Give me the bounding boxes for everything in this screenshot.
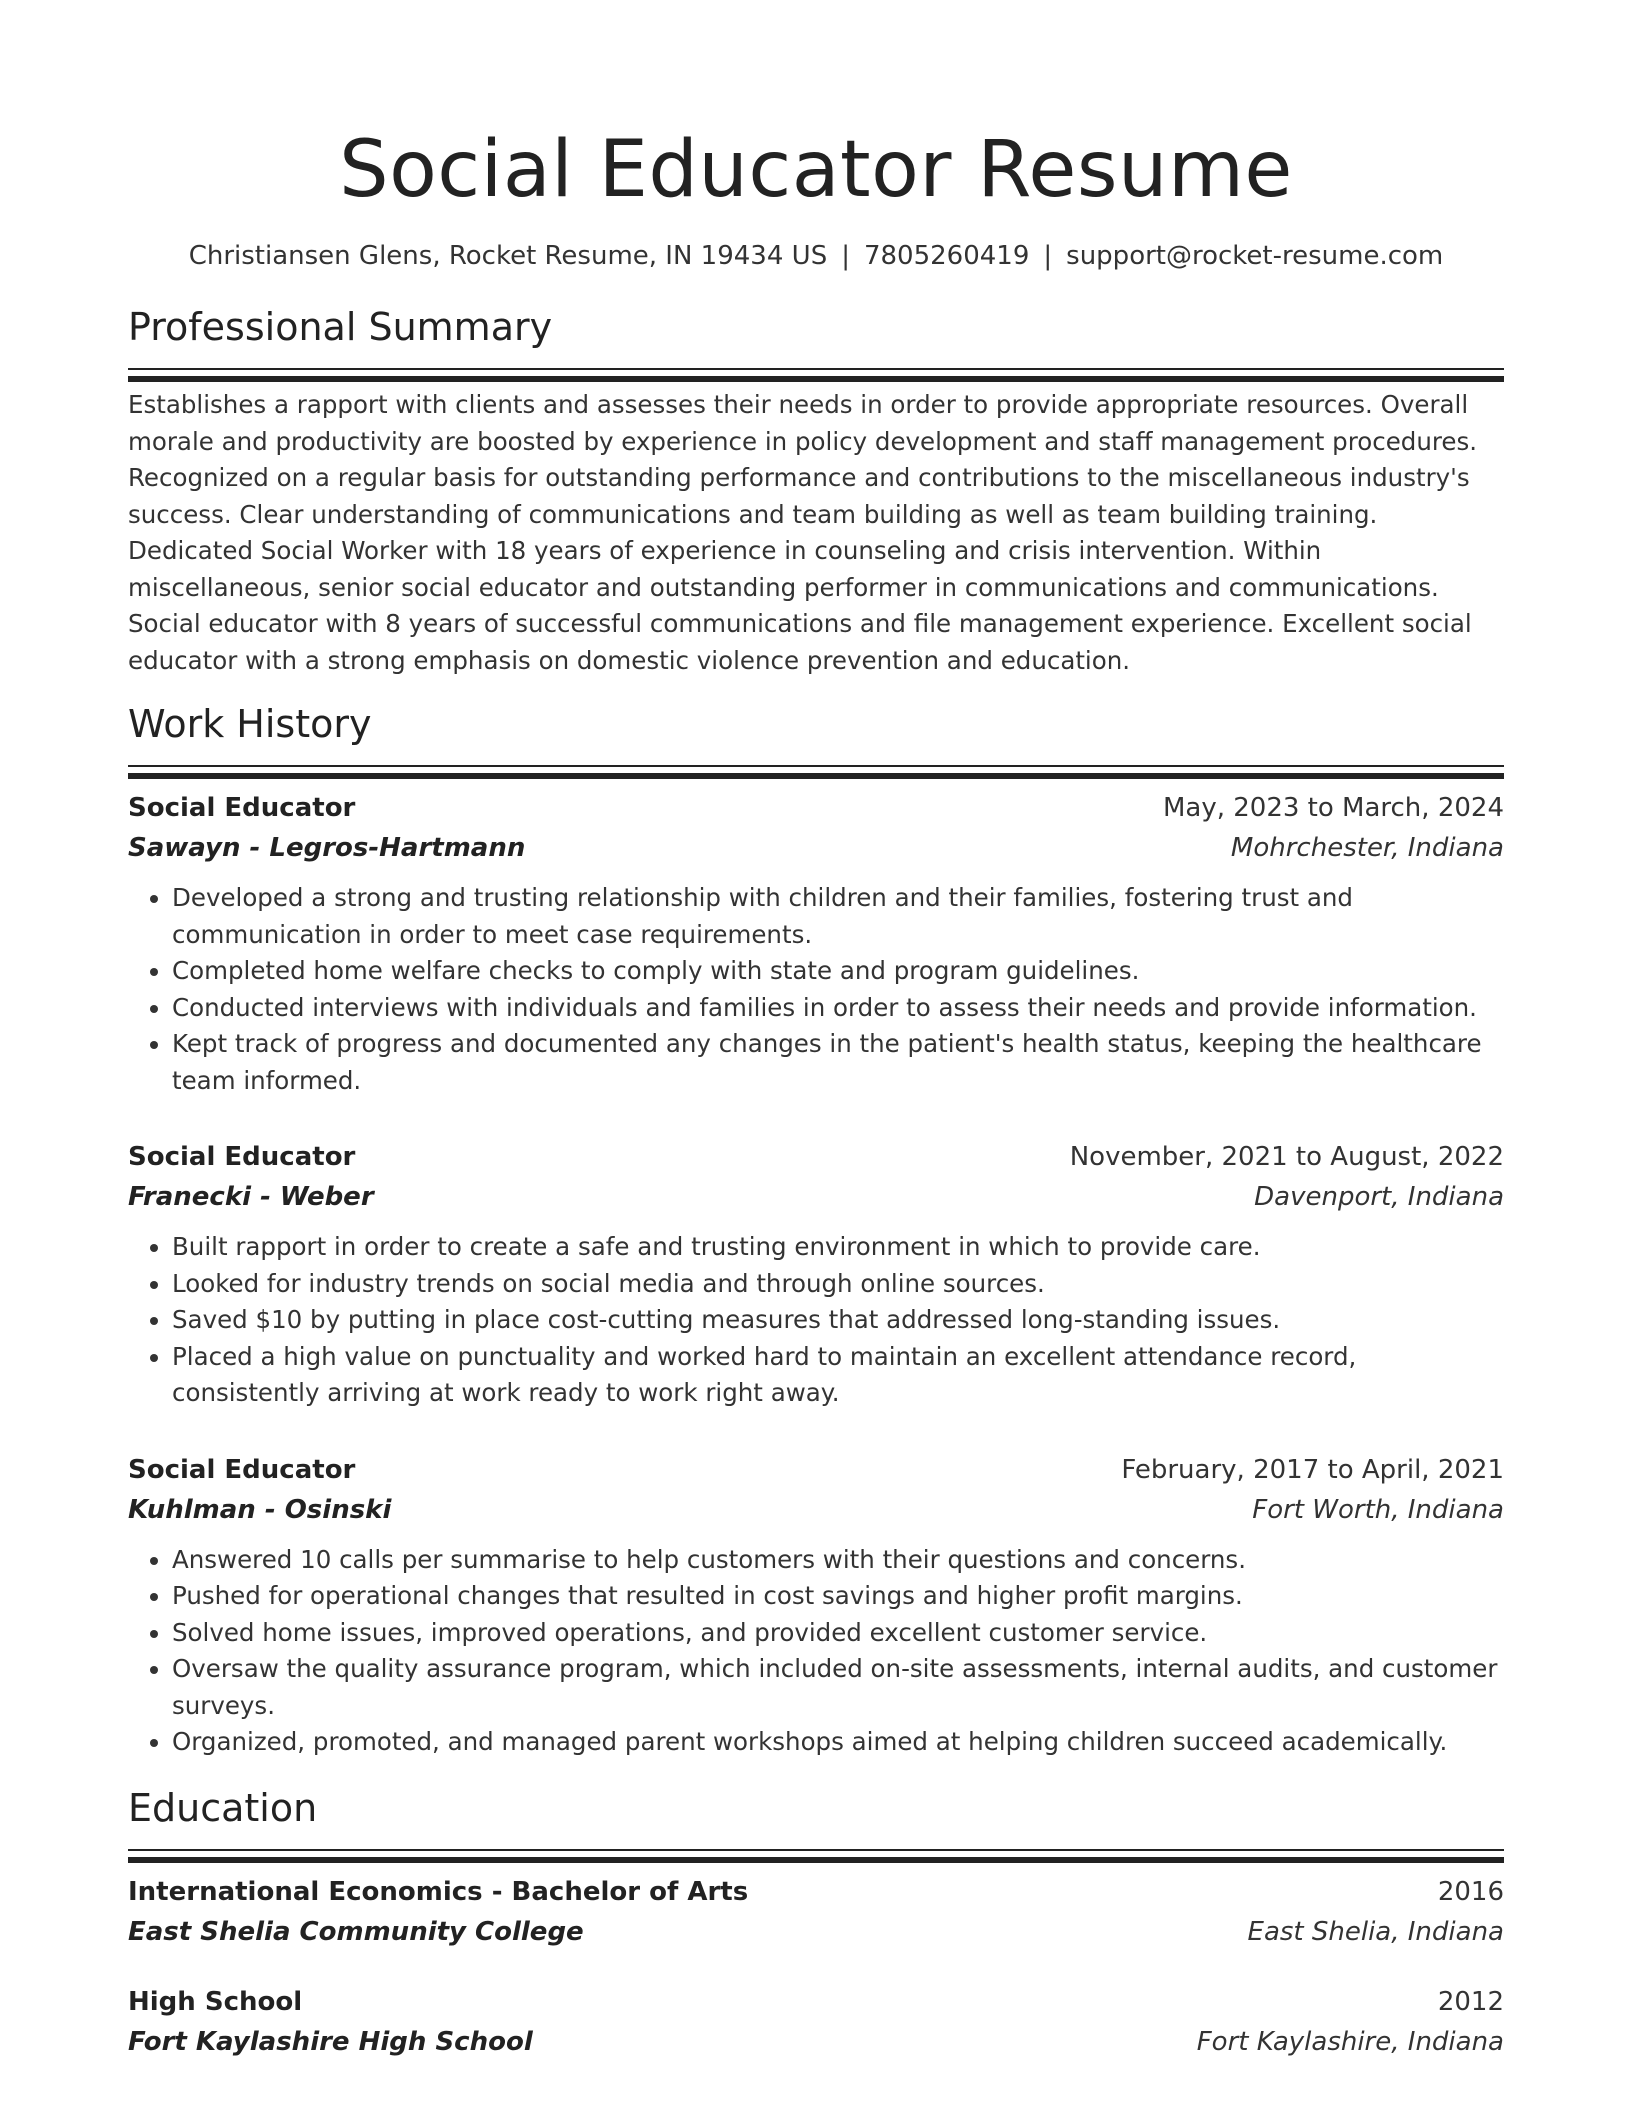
job-dates: November, 2021 to August, 2022 xyxy=(1069,1142,1504,1172)
education-school: Fort Kaylashire High School xyxy=(128,2026,533,2057)
education-entry xyxy=(128,1872,1504,1952)
education-year: 2016 xyxy=(1437,1876,1504,1907)
contact-phone[interactable]: 7805260419 xyxy=(863,241,1030,271)
education-section xyxy=(128,1783,1504,2062)
job-bullet: • Pushed for operational changes that resulted in cost savings and higher profit margins. xyxy=(172,1578,1504,1615)
job-location: Mohrchester, Indiana xyxy=(1230,833,1504,863)
job-title: Social Educator xyxy=(128,1454,356,1485)
section-divider xyxy=(128,1849,1504,1854)
job-location: Fort Worth, Indiana xyxy=(1252,1494,1504,1525)
job-bullet: • Looked for industry trends on social media and through online sources. xyxy=(172,1266,1504,1303)
contact-separator: | xyxy=(841,241,850,271)
education-degree: High School xyxy=(128,1986,303,2017)
education-header xyxy=(128,1872,1504,1912)
education-school: East Shelia Community College xyxy=(128,1916,584,1947)
contact-email[interactable]: support@rocket-resume.com xyxy=(1066,241,1444,271)
education-location: Fort Kaylashire, Indiana xyxy=(1196,2026,1504,2057)
job-company: Sawayn - Legros-Hartmann xyxy=(128,833,526,863)
contact-line xyxy=(128,238,1504,274)
job-title: Social Educator xyxy=(128,793,356,823)
job-bullet: • Organized, promoted, and managed parent workshops aimed at helping children succeed academically. xyxy=(172,1724,1504,1761)
education-header xyxy=(128,1982,1504,2022)
education-degree: International Economics - Bachelor of Arts xyxy=(128,1876,749,1907)
job-subheader xyxy=(128,1177,1504,1217)
job-bullet: • Saved $10 by putting in place cost-cutting measures that addressed long-standing issues. xyxy=(172,1302,1504,1339)
job-bullet: • Developed a strong and trusting relationship with children and their families, fostering trust and communication in order to meet case requirements. xyxy=(172,880,1504,953)
job-header xyxy=(128,1137,1504,1177)
job-bullet: • Kept track of progress and documented any changes in the patient's health status, keeping the healthcare team informed. xyxy=(172,1026,1504,1099)
job-dates: May, 2023 to March, 2024 xyxy=(1162,793,1504,823)
education-location: East Shelia, Indiana xyxy=(1247,1916,1504,1947)
work-history-section xyxy=(128,699,1504,1761)
contact-separator: | xyxy=(1043,241,1053,271)
job-subheader xyxy=(128,828,1504,868)
education-year: 2012 xyxy=(1437,1986,1504,2017)
section-title-summary: Professional Summary xyxy=(128,305,553,349)
section-title-work-history: Work History xyxy=(128,702,372,746)
job-entry xyxy=(128,788,1504,1099)
summary-section xyxy=(128,302,1504,679)
education-subheader xyxy=(128,2022,1504,2062)
job-company: Kuhlman - Osinski xyxy=(128,1494,392,1525)
summary-text: Establishes a rapport with clients and assesses their needs in order to provide appropriate resources. Overall morale and productivity are boosted by experience in policy development and staff management procedures. Recognized on a regular basis for outstanding performance and contributions to the miscellaneous industry's success. Clear understanding of communications and team building as well as team building training. Dedicated Social Worker with 18 years of experience in counseling and crisis intervention. Within miscellaneous, senior social educator and outstanding performer in communications and communications. Social educator with 8 years of successful communications and file management experience. Excellent social educator with a strong emphasis on domestic violence prevention and education. xyxy=(128,390,1478,675)
resume-title: Social Educator Resume xyxy=(339,125,1293,215)
job-entry xyxy=(128,1450,1504,1761)
section-divider xyxy=(128,368,1504,373)
job-title: Social Educator xyxy=(128,1142,356,1172)
education-entry xyxy=(128,1982,1504,2062)
education-subheader xyxy=(128,1912,1504,1952)
job-header xyxy=(128,788,1504,828)
job-bullets xyxy=(128,880,1504,1099)
job-subheader xyxy=(128,1490,1504,1530)
section-divider xyxy=(128,765,1504,770)
job-entry xyxy=(128,1137,1504,1412)
job-bullet: • Completed home welfare checks to comply with state and program guidelines. xyxy=(172,953,1504,990)
job-bullet: • Built rapport in order to create a safe and trusting environment in which to provide care. xyxy=(172,1229,1504,1266)
job-bullets xyxy=(128,1229,1504,1412)
job-bullet: • Conducted interviews with individuals and families in order to assess their needs and provide information. xyxy=(172,990,1504,1027)
job-location: Davenport, Indiana xyxy=(1254,1182,1504,1212)
contact-address: Christiansen Glens, Rocket Resume, IN 19434 US xyxy=(188,241,828,271)
section-title-education: Education xyxy=(128,1785,318,1830)
job-bullet: • Solved home issues, improved operations, and provided excellent customer service. xyxy=(172,1615,1504,1652)
job-bullets xyxy=(128,1542,1504,1761)
job-dates: February, 2017 to April, 2021 xyxy=(1121,1454,1504,1485)
job-bullet: • Answered 10 calls per summarise to help customers with their questions and concerns. xyxy=(172,1542,1504,1579)
job-company: Franecki - Weber xyxy=(128,1182,374,1212)
job-header xyxy=(128,1450,1504,1490)
job-bullet: • Oversaw the quality assurance program, which included on-site assessments, internal audits, and customer surveys. xyxy=(172,1651,1504,1724)
job-bullet: • Placed a high value on punctuality and worked hard to maintain an excellent attendance record, consistently arriving at work ready to work right away. xyxy=(172,1339,1504,1412)
